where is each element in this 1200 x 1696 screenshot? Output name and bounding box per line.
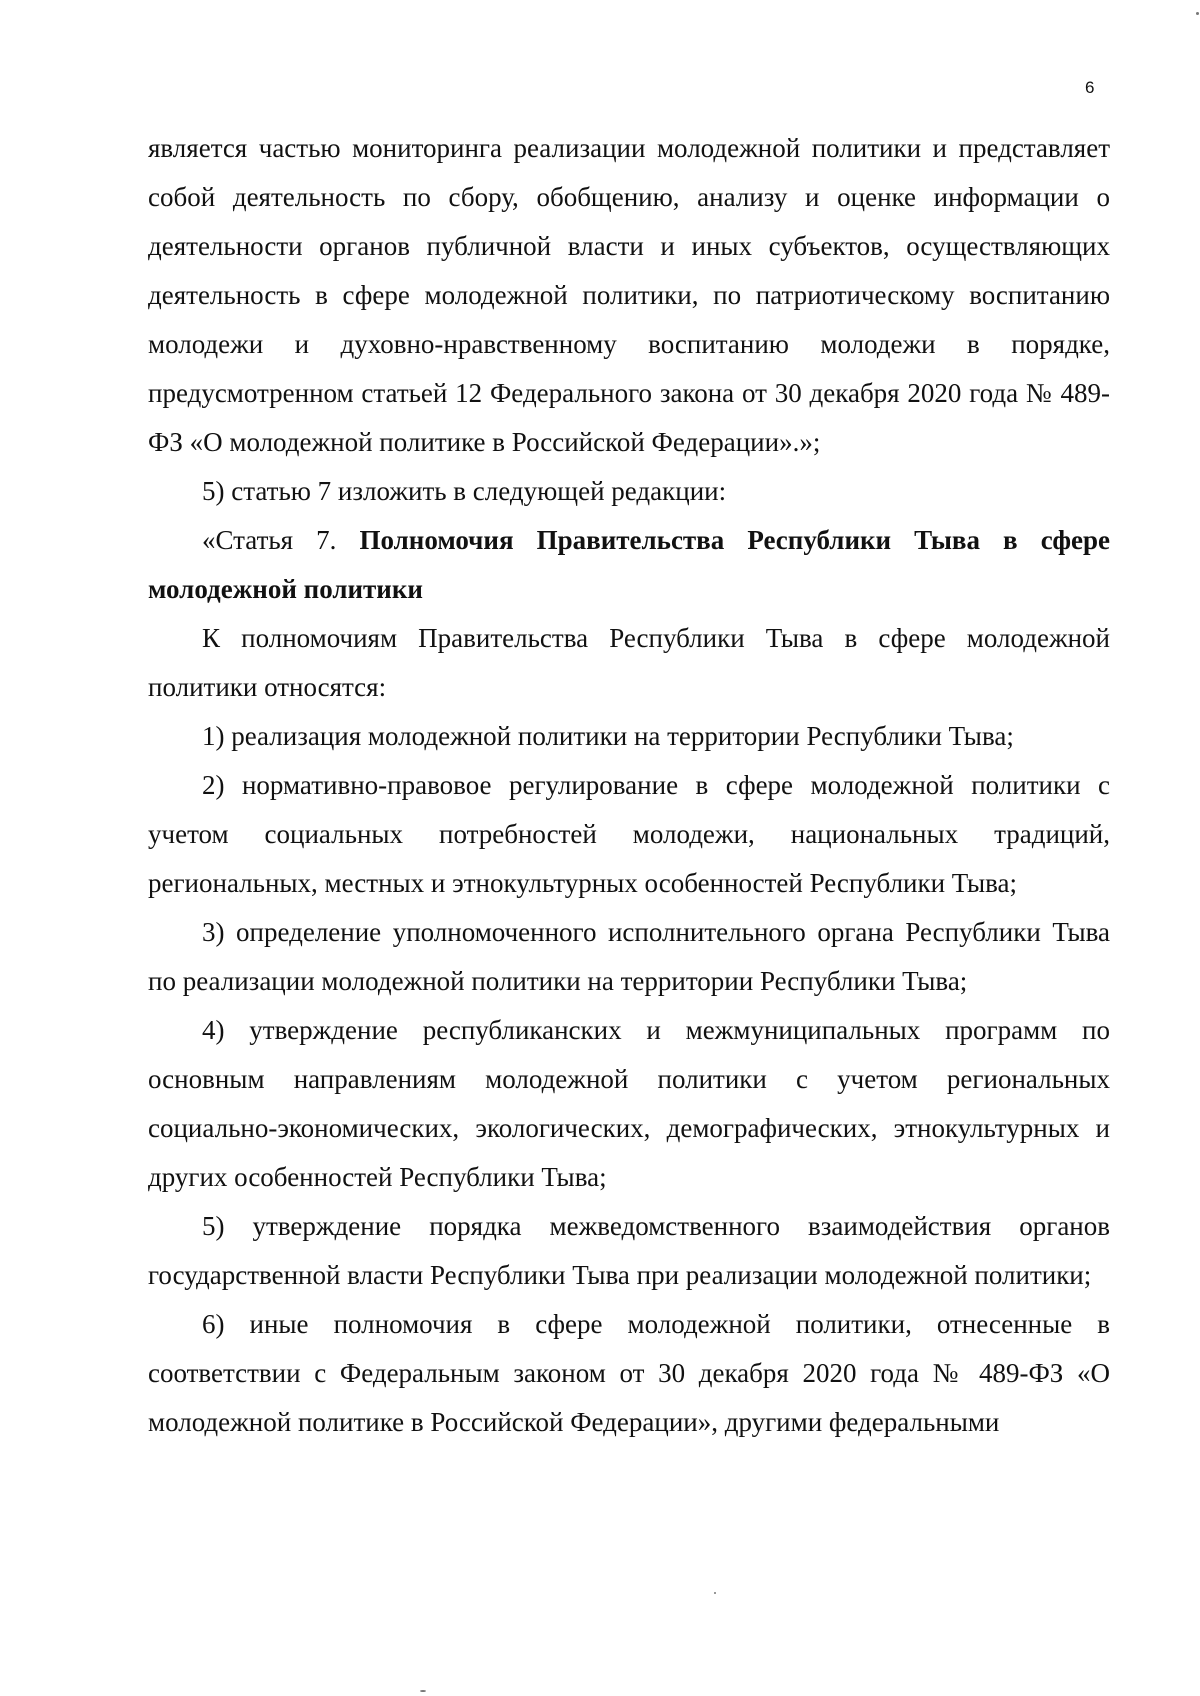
paragraph-powers-intro: К полномочиям Правительства Республики Тыва в сфере молодежной политики относятся: <box>148 623 1110 702</box>
scan-speck <box>1196 12 1199 15</box>
scan-speck <box>714 1592 716 1594</box>
list-item-1: 1) реализация молодежной политики на территории Республики Тыва; <box>202 721 1014 751</box>
article-heading <box>148 516 1110 614</box>
paragraph-amendment-5: 5) статью 7 изложить в следующей редакции: <box>202 476 727 506</box>
article-number: «Статья 7. <box>202 525 360 555</box>
list-item-3: 3) определение уполномоченного исполнительного органа Республики Тыва по реализации молодежной политики на территории Республики Тыва; <box>148 917 1110 996</box>
list-item-5: 5) утверждение порядка межведомственного взаимодействия органов государственной власти Республики Тыва при реализации молодежной политики; <box>148 1211 1110 1290</box>
page-number: 6 <box>1085 78 1095 97</box>
list-item-4: 4) утверждение республиканских и межмуниципальных программ по основным направлениям молодежной политики с учетом региональных социально-экономических, экологических, демографических, этнокультурных и других особенностей Республики Тыва; <box>148 1015 1110 1192</box>
list-item-6: 6) иные полномочия в сфере молодежной политики, отнесенные в соответствии с Федеральным законом от 30 декабря 2020 года № 489-ФЗ «О молодежной политике в Российской Федерации», другими федеральными <box>148 1309 1110 1437</box>
list-item-2: 2) нормативно-правовое регулирование в сфере молодежной политики с учетом социальных потребностей молодежи, национальных традиций, региональных, местных и этнокультурных особенностей Республики Тыва; <box>148 770 1110 898</box>
document-body <box>148 124 1110 1447</box>
paragraph-continuation: является частью мониторинга реализации молодежной политики и представляет собой деятельность по сбору, обобщению, анализу и оценке информации о деятельности органов публичной власти и иных субъектов, осуществляющих деятельность в сфере молодежной политики, по патриотическому воспитанию молодежи и духовно-нравственному воспитанию молодежи в порядке, предусмотренном статьей 12 Федерального закона от 30 декабря 2020 года № 489-ФЗ «О молодежной политике в Российской Федерации».»; <box>148 133 1110 457</box>
article-title: Полномочия Правительства Республики Тыва в сфере молодежной политики <box>148 525 1110 604</box>
scan-speck <box>420 1690 426 1692</box>
